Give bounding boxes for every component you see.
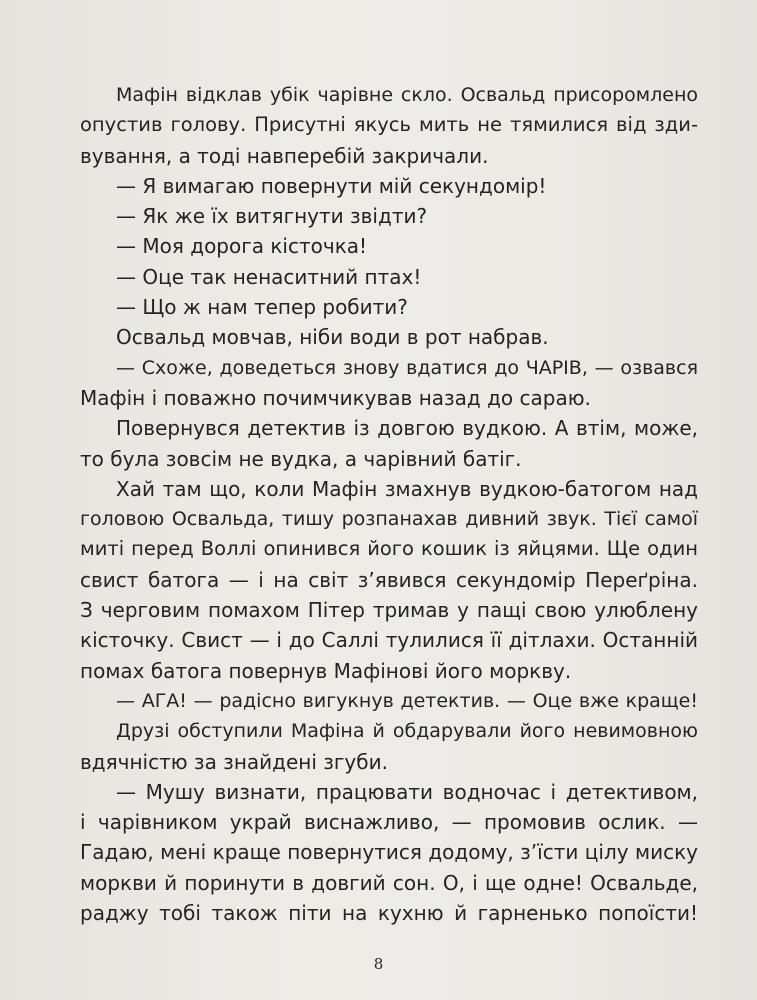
text-line: — Що ж нам тепер робити? xyxy=(116,295,408,320)
text-line: З черговим помахом Пітер тримав у пащі свою улюблену xyxy=(80,598,698,623)
text-line: — Як же їх витягнути звідти? xyxy=(116,204,428,229)
text-line: то була зовсім не вудка, а чарівний батіг. xyxy=(80,446,522,471)
text-line: Повернувся детектив із довгою вудкою. А втім, може, xyxy=(116,416,698,441)
text-line: Мафін відклав убік чарівне скло. Освальд присоромлено xyxy=(116,84,698,106)
text-line: Мафін і поважно почимчикував назад до сараю. xyxy=(80,385,591,410)
text-line: помах батога повернув Мафінові його моркву. xyxy=(80,658,572,683)
text-line: Гадаю, мені краще повернутися додому, з’їсти цілу миску xyxy=(80,840,698,865)
text-line: кісточку. Свист — і до Саллі тулилися її дітлахи. Останній xyxy=(80,628,698,653)
text-line: Освальд мовчав, ніби води в рот набрав. xyxy=(116,325,549,350)
text-line: і чарівником украй виснажливо, — промовив ослик. — xyxy=(80,810,698,835)
text-line: свист батога — і на світ з’явився секундомір Переґріна. xyxy=(80,567,698,592)
text-line: головою Освальда, тишу розпанахав дивний звук. Тієї самої xyxy=(80,508,698,531)
text-line: Хай там що, коли Мафін змахнув вудкою-батогом над xyxy=(116,476,698,501)
text-line: — Я вимагаю повернути мій секундомір! xyxy=(116,173,547,198)
text-line: миті перед Воллі опинився його кошик із яйцями. Ще один xyxy=(80,537,698,561)
text-line: Друзі обступили Мафіна й обдарували його невимовною xyxy=(116,720,698,743)
text-line: опустив голову. Присутні якусь мить не тямилися від зди- xyxy=(80,113,698,137)
text-line: — Моя дорога кісточка! xyxy=(116,234,368,259)
text-line: — Мушу визнати, працювати водночас і детективом, xyxy=(116,779,698,804)
text-line: вування, а тоді навперебій закричали. xyxy=(80,143,489,168)
body-text xyxy=(80,80,698,928)
text-line: — АГА! — радісно вигукнув детектив. — Оце вже краще! xyxy=(116,689,698,712)
text-line: вдячністю за знайдені згуби. xyxy=(80,749,388,774)
text-line: — Схоже, доведеться знову вдатися до ЧАРІВ, — озвався xyxy=(116,356,698,379)
page-number: 8 xyxy=(373,955,384,973)
text-line: раджу тобі також піти на кухню й гарненько попоїсти! xyxy=(80,901,698,926)
text-line: моркви й поринути в довгий сон. О, і ще одне! Освальде, xyxy=(80,870,698,895)
text-line: — Оце так ненаситний птах! xyxy=(116,264,422,289)
